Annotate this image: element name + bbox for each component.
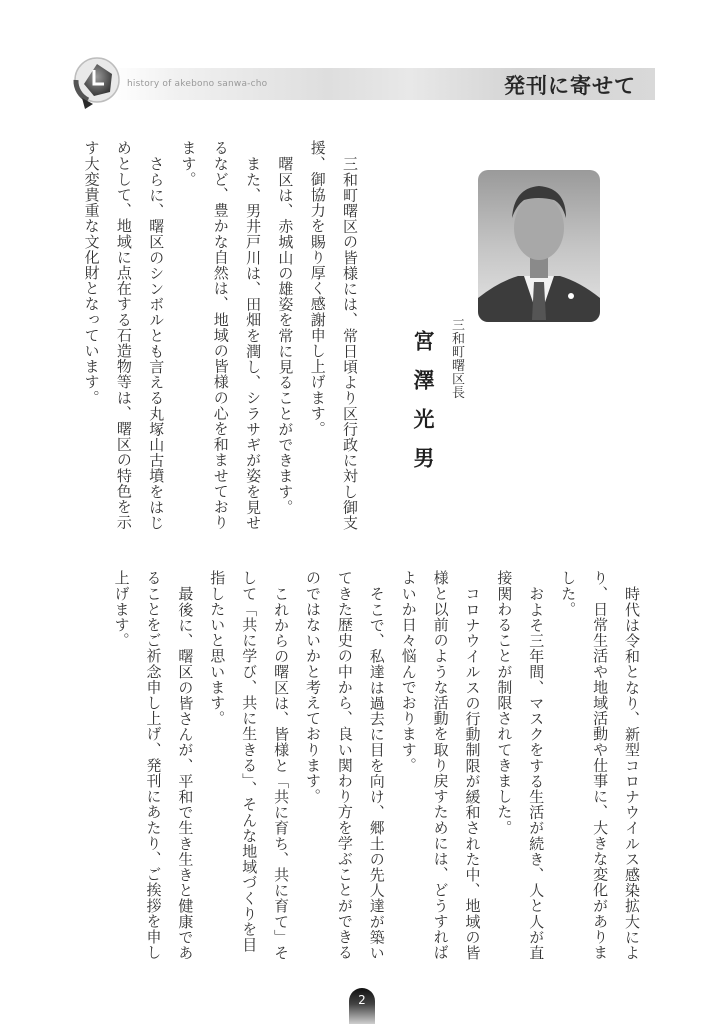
text-column: 最後に、曙区の皆さんが、平和で生き生きと健康であ [176,586,195,961]
author-portrait [478,170,600,322]
text-column: ることをご祈念申し上げ、発刊にあたり、ご挨拶を申し [144,570,163,960]
text-column: ます。 [179,140,198,187]
text-column: 時代は令和となり、新型コロナウイルス感染拡大によ [623,586,641,961]
text-column: さらに、曙区のシンボルとも言える丸塚山古墳をはじ [147,156,166,531]
text-column: して「共に学び、共に生きる」、そんな地域づくりを目 [240,570,259,953]
text-column: のではないかと考えております。 [304,570,322,804]
text-column: るなど、豊かな自然は、地域の皆様の心を和ませており [211,140,230,530]
text-column: めとして、地域に点在する石造物等は、曙区の特色を示 [114,140,133,530]
text-column: コロナウイルスの行動制限が緩和された中、地域の皆 [463,586,482,961]
text-column: 接関わることが制限されてきました。 [495,570,514,836]
author-affiliation: 三和町曙区長 [449,318,464,399]
text-column: 援、御協力を賜り厚く感謝申し上げます。 [308,140,327,437]
text-column: 三和町曙区の皆様には、常日頃より区行政に対し御支 [341,156,359,531]
text-column: 指したいと思います。 [208,570,227,726]
text-column: した。 [559,570,578,617]
page-title: 発刊に寄せて [504,74,636,98]
page-number: 2 [349,988,375,1024]
text-column: てきた歴史の中から、良い関わり方を学ぶことができる [335,570,354,960]
author-name: 宮澤光男 [411,330,436,486]
text-column: そこで、私達は過去に目を向け、郷土の先人達が築い [367,586,386,961]
text-column: 曙区は、赤城山の雄姿を常に見ることができます。 [276,156,295,515]
text-column: 様と以前のような活動を取り戻すためには、どうすれば [431,570,450,960]
text-column: す大変貴重な文化財となっています。 [82,140,101,406]
text-column: 上げます。 [112,570,131,648]
text-column: よいか日々悩んでおります。 [399,570,418,773]
text-column: これからの曙区は、皆様と「共に育ち、共に育て」そ [272,586,291,961]
text-column: り、日常生活や地域活動や仕事に、大きな変化がありま [591,570,610,960]
page-header [0,0,724,120]
text-column: およそ三年間、マスクをする生活が続き、人と人が直 [527,586,546,961]
portrait-photo [478,170,600,322]
header-subtitle: history of akebono sanwa-cho [127,79,268,89]
clock-refresh-icon [66,54,124,112]
text-column: また、男井戸川は、田畑を潤し、シラサギが姿を見せ [244,156,263,531]
